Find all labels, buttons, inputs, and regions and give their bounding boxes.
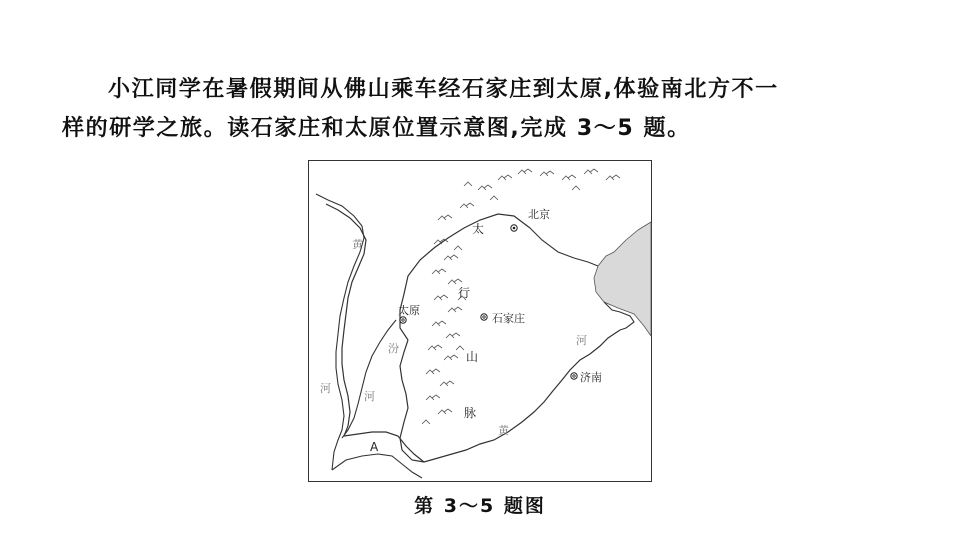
taihang-label-3: 山 (466, 350, 479, 364)
taiyuan-label: 太原 (398, 304, 420, 317)
fen-river-label-2: 河 (364, 390, 375, 403)
question-text (62, 70, 912, 148)
fen-river-label-1: 汾 (388, 342, 399, 355)
yellow-river-upper-label-1: 黄 (352, 238, 363, 251)
figure-caption: 第 3～5 题图 (414, 495, 546, 517)
taihang-label-4: 脉 (464, 406, 477, 420)
point-a-label: A (370, 440, 379, 454)
map-svg (308, 160, 652, 482)
location-map (308, 160, 652, 482)
question-line-2: 样的研学之旅。读石家庄和太原位置示意图,完成 3～5 题。 (62, 116, 691, 141)
taihang-label-1: 太 (472, 222, 485, 236)
jinan-label: 济南 (580, 371, 602, 384)
yellow-river-upper-label-2: 河 (320, 382, 331, 395)
yellow-river-lower-label-2: 河 (576, 334, 587, 347)
taihang-label-2: 行 (458, 286, 471, 300)
question-line-1: 小江同学在暑假期间从佛山乘车经石家庄到太原,体验南北方不一 (108, 77, 779, 102)
shijiazhuang-label: 石家庄 (492, 312, 525, 325)
yellow-river-lower-label-1: 黄 (498, 424, 509, 437)
beijing-label: 北京 (528, 208, 550, 221)
